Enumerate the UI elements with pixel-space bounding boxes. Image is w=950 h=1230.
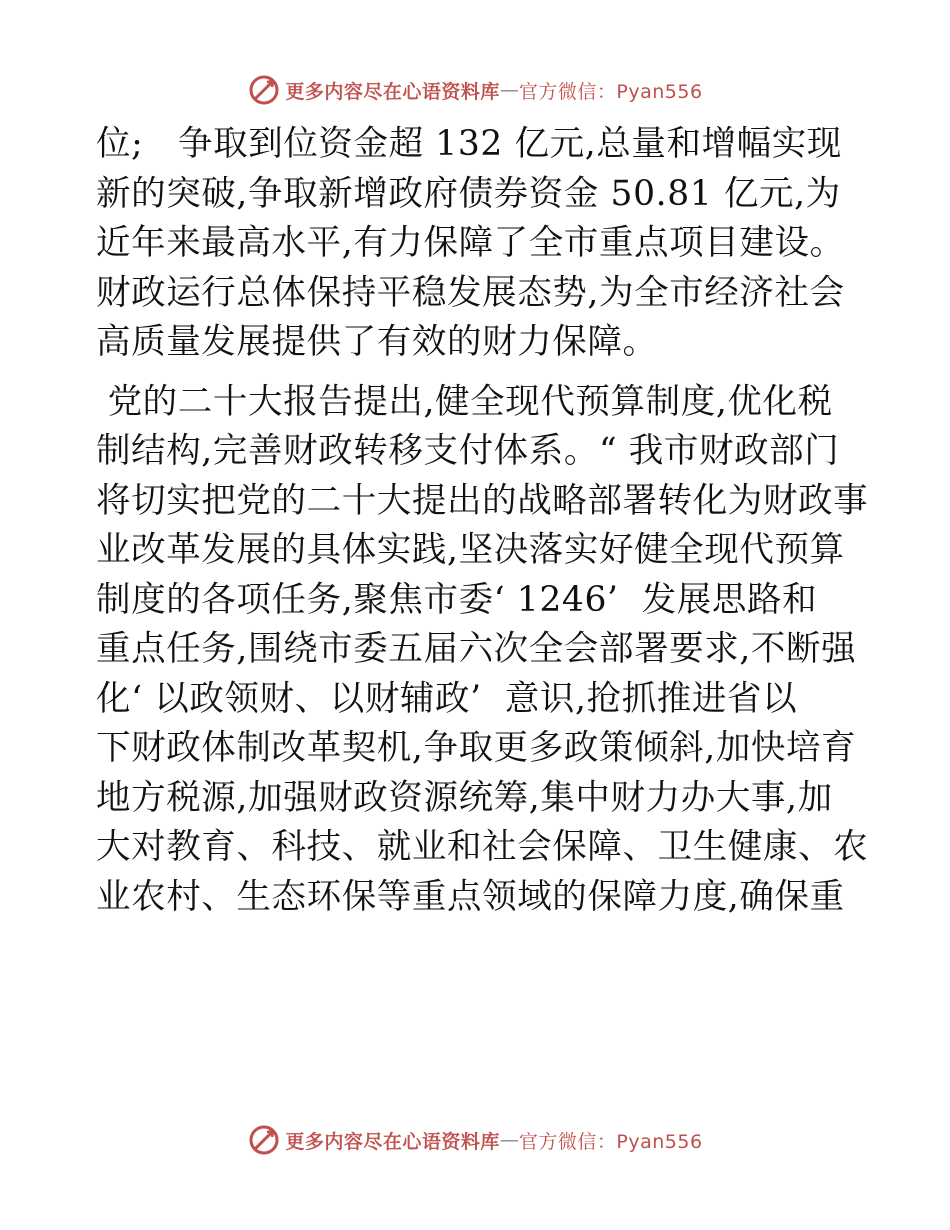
text-line: 位; 争取到位资金超 132 亿元,总量和增幅实现 xyxy=(96,124,842,164)
text-line: 下财政体制改革契机,争取更多政策倾斜,加快培育 xyxy=(96,728,857,768)
text-line: 将切实把党的二十大提出的战略部署转化为财政事 xyxy=(96,480,869,521)
footer-watermark xyxy=(0,1120,950,1160)
footer-contact-text: 官方微信：Pyan556 xyxy=(518,1130,703,1153)
footer-separator: — xyxy=(499,1129,519,1151)
text-line: 重点任务,围绕市委五届六次全会部署要求,不断强 xyxy=(96,629,857,669)
paragraph xyxy=(96,120,856,368)
paragraph xyxy=(96,378,869,923)
text-line: 业改革发展的具体实践,坚决落实好健全现代预算 xyxy=(96,530,845,570)
text-line: 近年来最高水平,有力保障了全市重点项目建设。 xyxy=(96,223,845,263)
text-line: 新的突破,争取新增政府债券资金 50.81 亿元,为 xyxy=(96,173,841,214)
footer-watermark-text: 更多内容尽在心语资料库 xyxy=(285,1130,500,1153)
header-separator: — xyxy=(499,79,519,101)
text-line: 地方税源,加强财政资源统筹,集中财力办大事,加 xyxy=(96,777,833,818)
text-line: 制度的各项任务,聚焦市委‘ 1246’ 发展思路和 xyxy=(96,579,818,620)
brand-logo-icon xyxy=(247,73,281,107)
header-contact-text: 官方微信：Pyan556 xyxy=(518,80,703,103)
brand-logo-icon xyxy=(247,1123,281,1157)
text-line: 高质量发展提供了有效的财力保障。 xyxy=(96,322,658,362)
text-line: 化‘ 以政领财、以财辅政’ 意识,抢抓推进省以 xyxy=(96,678,798,719)
text-line: 财政运行总体保持平稳发展态势,为全市经济社会 xyxy=(96,272,845,313)
text-line: 党的二十大报告提出,健全现代预算制度,优化税 xyxy=(96,381,833,422)
text-line: 制结构,完善财政转移支付体系。“ 我市财政部门 xyxy=(96,431,840,471)
paragraph-gap xyxy=(96,368,856,378)
text-line: 业农村、生态环保等重点领域的保障力度,确保重 xyxy=(96,876,845,917)
header-watermark xyxy=(0,70,950,110)
text-line: 大对教育、科技、就业和社会保障、卫生健康、农 xyxy=(96,827,869,867)
document-body xyxy=(96,120,869,922)
header-watermark-text: 更多内容尽在心语资料库 xyxy=(285,80,500,103)
